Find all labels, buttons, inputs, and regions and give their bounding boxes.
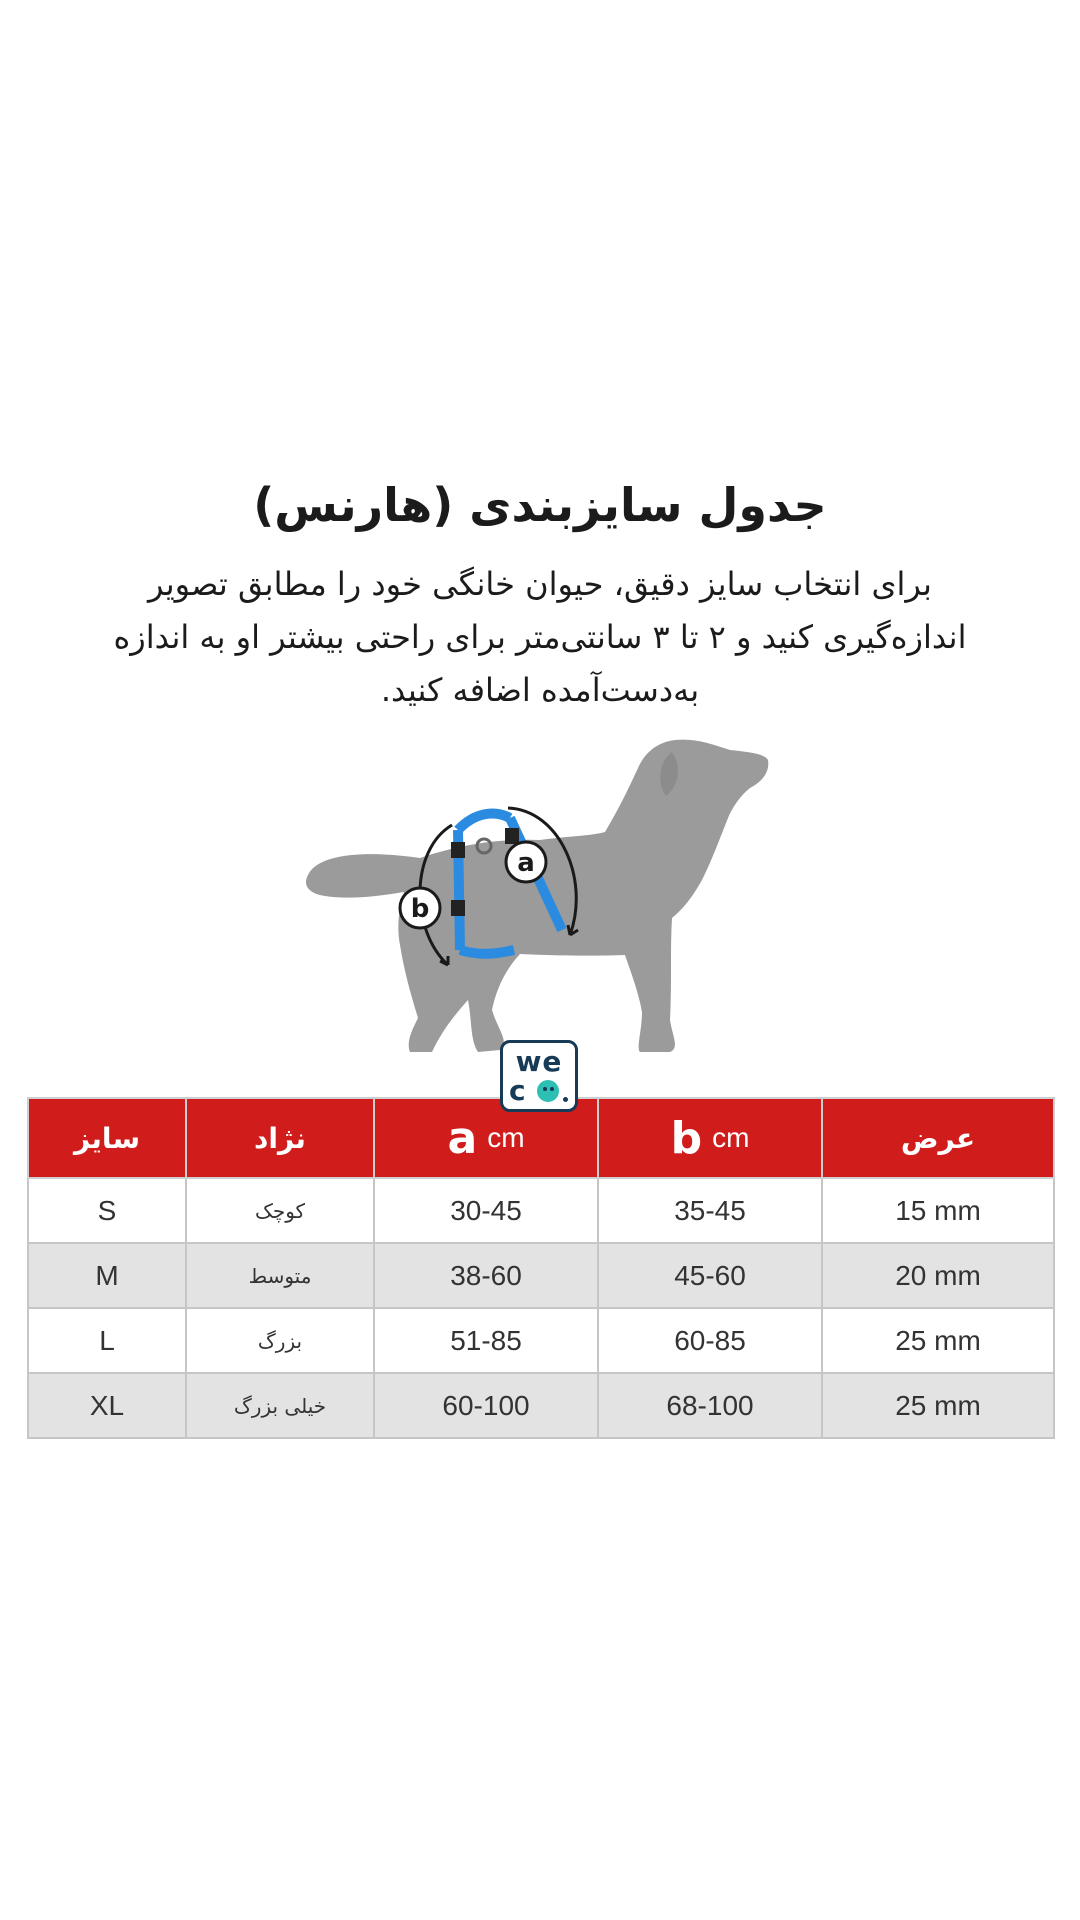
cell-b: 68-100	[598, 1373, 822, 1438]
page-title: جدول سایزبندی (هارنس)	[253, 478, 827, 532]
instructions-line-2: اندازه‌گیری کنید و ۲ تا ۳ سانتی‌متر برای راحتی بیشتر او به اندازه	[113, 618, 967, 656]
cell-width: 20 mm	[822, 1243, 1054, 1308]
logo-text-bottom: c	[509, 1074, 526, 1107]
cell-breed: متوسط	[186, 1243, 374, 1308]
table-row	[28, 1373, 1054, 1438]
cell-a: 30-45	[374, 1178, 598, 1243]
dog-silhouette-icon	[300, 730, 780, 1070]
cell-breed: خیلی بزرگ	[186, 1373, 374, 1438]
cell-breed: بزرگ	[186, 1308, 374, 1373]
cell-breed: کوچک	[186, 1178, 374, 1243]
label-a-text: a	[517, 848, 535, 878]
cell-width: 25 mm	[822, 1308, 1054, 1373]
dog-face-icon	[537, 1080, 559, 1102]
header-b	[598, 1098, 822, 1178]
header-width: عرض	[822, 1098, 1054, 1178]
buckle-icon	[505, 828, 519, 844]
cell-b: 35-45	[598, 1178, 822, 1243]
size-chart-table	[27, 1097, 1055, 1439]
cell-a: 60-100	[374, 1373, 598, 1438]
harness-strap-top	[458, 814, 510, 830]
table-row	[28, 1308, 1054, 1373]
dog-body	[306, 740, 768, 1052]
logo-text-top: we	[515, 1045, 563, 1078]
header-breed: نژاد	[186, 1098, 374, 1178]
cell-width: 15 mm	[822, 1178, 1054, 1243]
cell-a: 51-85	[374, 1308, 598, 1373]
cell-b: 60-85	[598, 1308, 822, 1373]
label-b-text: b	[410, 894, 430, 924]
buckle-icon	[451, 842, 465, 858]
instructions-line-3: به‌دست‌آمده اضافه کنید.	[380, 671, 700, 709]
cell-size: M	[28, 1243, 186, 1308]
header-a-unit: cm	[487, 1122, 525, 1153]
cell-b: 45-60	[598, 1243, 822, 1308]
header-b-letter: b	[670, 1112, 703, 1164]
cell-width: 25 mm	[822, 1373, 1054, 1438]
instructions-line-1: برای انتخاب سایز دقیق، حیوان خانگی خود را مطابق تصویر	[148, 565, 932, 603]
instructions	[90, 558, 990, 717]
cell-size: L	[28, 1308, 186, 1373]
header-size: سایز	[28, 1098, 186, 1178]
logo-dot-icon	[563, 1097, 568, 1102]
table-row	[28, 1243, 1054, 1308]
cell-a: 38-60	[374, 1243, 598, 1308]
dog-harness-illustration	[300, 730, 780, 1070]
cell-size: XL	[28, 1373, 186, 1438]
header-b-unit: cm	[712, 1122, 750, 1153]
harness-strap-belly	[460, 950, 514, 954]
header-a-letter: a	[447, 1112, 478, 1164]
weco-logo	[500, 1040, 578, 1112]
table-row	[28, 1178, 1054, 1243]
cell-size: S	[28, 1178, 186, 1243]
buckle-icon	[451, 900, 465, 916]
